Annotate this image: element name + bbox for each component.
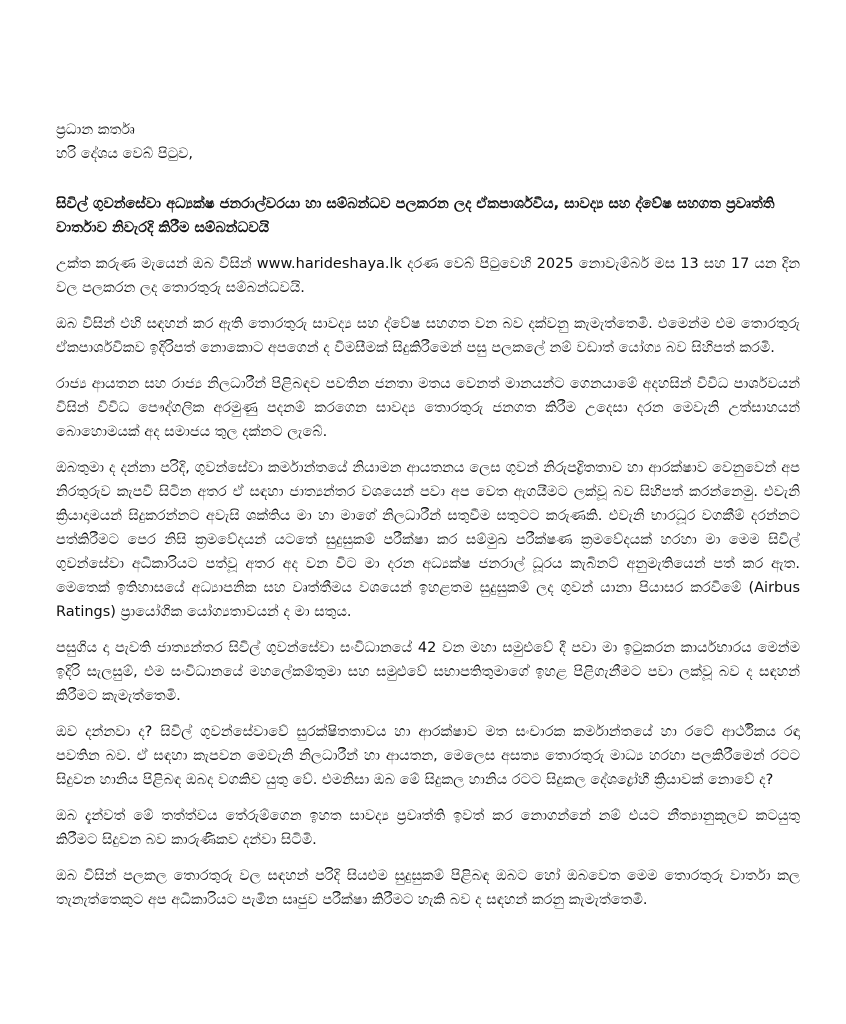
paragraph-2: ඔබ විසින් එහි සඳහන් කර ඇති තොරතුරු සාවද්‍ය සහ ද්වේෂ සහගත වන බව දක්වනු කැමැත්තෙමි. එමෙන්ම එම තොරතුරු ඒකපාර්ශවිකව ඉදිරිපත් නොකොට අපගෙන් ද විමසීමක් සිදුකිරීමෙන් පසු පලකලේ නම් වඩාත් යෝග්‍ය බව සිහිපත් කරමි. <box>56 316 800 356</box>
paragraph-7: ඔබ දැන්වත් මේ තත්ත්වය තේරුම්ගෙන ඉහත සාවද්‍ය ප්‍රවෘත්ති ඉවත් කර නොගන්නේ නම් එයට නීත්‍යානුකූලව කටයුතු කිරීමට සිදුවන බව කාරුණිකව දන්වා සිටිමි. <box>56 808 800 848</box>
paragraph-3: රාජ්‍ය ආයතන සහ රාජ්‍ය නිලධාරීන් පිළිබඳව පවතින ජනතා මතය වෙනත් මානයන්ට ගෙනයාමේ අදහසින් විවිධ පාර්ශවයන් විසින් විවිධ පෞද්ගලික අරමුණු පදනම් කරගෙන සාවද්‍ය තොරතුරු ජනගත කිරීම උදෙසා දරන මෙවැනි උත්සාහයන් බොහොමයක් අද සමාජය තුල දක්නට ලැබේ. <box>56 376 800 440</box>
letter-body <box>56 118 800 912</box>
letter-subject: සිවිල් ගුවන්සේවා අධ්‍යක්ෂ ජනරාල්වරයා හා සම්බන්ධව පලකරන ලද ඒකපාර්ශවීය, සාවද්‍ය සහ ද්වේෂ සහගත ප්‍රවෘත්ති වාර්තාව නිවැරදි කිරීම සම්බන්ධවයි <box>56 196 775 236</box>
paragraph-8: ඔබ විසින් පලකල තොරතුරු වල සඳහන් පරිදි සියළුම සුදුසුකම් පිළිබඳ ඔබට හෝ ඔබවෙත මෙම තොරතුරු වාර්තා කල තැනැත්තෙකුට අප අධිකාරියට පැමින සෘජුව පරීක්ෂා කිරීමට හැකි බව ද සඳහන් කරනු කැමැත්තෙමි. <box>56 868 800 908</box>
addressee-line-2: හරි දේශය වෙබ් පිටුව, <box>56 146 194 162</box>
paragraph-4: ඔබතුමා ද දන්නා පරිදි, ගුවන්සේවා කර්මාන්තයේ නියාමන ආයතනය ලෙස ගුවන් නිරුපද්‍රිතතාව හා ආරක්ෂාව වෙනුවෙන් අප නිරතුරුව කැපවී සිටින අතර ඒ සඳහා ජාත්‍යන්තර වශයෙන් පවා අප වෙත ඇගයීමට ලක්වූ බව සිහිපත් කරන්නෙමු. එවැනි ක්‍රියාදාමයන් සිදුකරන්නට අවැසි ශක්තිය මා හා මාගේ නිලධාරීන් සතුවීම සතුටට කරුණකි. එවැනි භාරධූර වගකීම් දරන්නට පත්කිරීමට පෙර නිසි ක්‍රමවේදයන් යටතේ සුදුසුකම් පරීක්ෂා කර සම්මුඛ පරීක්ෂණ ක්‍රමවේදයක් හරහා මා මෙම සිවිල් ගුවන්සේවා අධිකාරියට පත්වූ අතර අද වන විට මා දරන අධ්‍යක්ෂ ජනරාල් ධූරය කැබිනට් අනුමැතියෙන් පත් කර ඇත. මෙතෙක් ඉතිහාසයේ අධ්‍යාපනික සහ වෘත්තීමය වශයෙන් ඉහළතම සුදුසුකම් ලද ගුවන් යානා පියාසර කරවීමේ (Airbus Ratings) ප්‍රායෝගික යෝග්‍යතාවයන් ද මා සතුය. <box>56 460 800 620</box>
paragraph-1: උක්ත කරුණ මැයෙන් ඔබ විසින් www.harideshaya.lk දරණ වෙබ් පිටුවෙහි 2025 නොවැම්බර් මස 13 සහ 17 යන දින වල පලකරන ලද තොරතුරු සම්බන්ධවයි. <box>56 256 800 296</box>
paragraph-6: ඔව දන්නවා ද? සිවිල් ගුවන්සේවාවේ සුරක්ෂිතතාවය හා ආරක්ෂාව මත සංචාරක කර්මාන්තයේ හා රටේ ආර්ථිකය රඳා පවතින බව. ඒ සඳහා කැපවන මෙවැනි නිලධාරීන් හා ආයතන, මෙලෙස අසත්‍ය තොරතුරු මාධ්‍ය හරහා පලකිරීමෙන් රටට සිදුවන හානිය පිළිබඳ ඔබද වගකිව යුතු වේ. එමනිසා ඔබ මේ සිදුකල හානිය රටට සිදුකල දේශද්‍රෝහී ක්‍රියාවක් නොවේ ද? <box>56 724 800 788</box>
paragraph-5: පසුගිය දා පැවති ජාත්‍යන්තර සිවිල් ගුවන්සේවා සංවිධානයේ 42 වන මහා සමුළුවේ දී පවා මා ඉටුකරන කාර්යභාරය මෙන්ම ඉදිරි සැලසුම්, එම සංවිධානයේ මහලේකම්තුමා සහ සමුළුවේ සභාපතිතුමාගේ ඉහළ පිළිගැනීමට පවා ලක්වූ බව ද සඳහන් කිරීමට කැමැත්තෙමි. <box>56 640 800 704</box>
addressee-line-1: ප්‍රධාන කර්තෘ <box>56 122 135 138</box>
